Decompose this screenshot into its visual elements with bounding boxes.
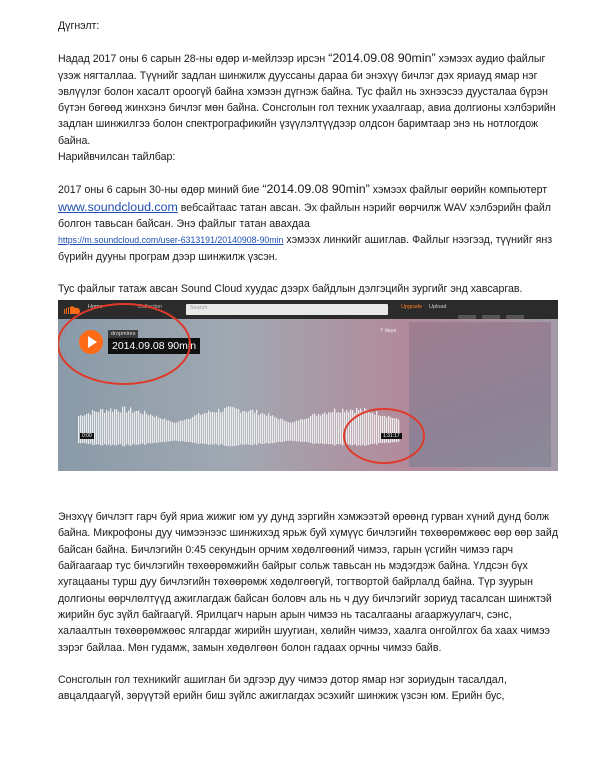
waveform-bar: [264, 414, 265, 443]
waveform-bar: [218, 409, 219, 446]
waveform-bar: [134, 412, 135, 445]
waveform-bar: [178, 422, 179, 442]
waveform-bar: [314, 414, 315, 444]
waveform-bar: [242, 411, 243, 445]
waveform-bar: [228, 406, 229, 446]
waveform-bar: [216, 412, 217, 444]
waveform-bar: [226, 407, 227, 446]
waveform-bar: [174, 423, 175, 441]
waveform-bar: [230, 407, 231, 447]
uploader-name: dropmires: [108, 330, 138, 338]
waveform-bar: [136, 411, 137, 445]
waveform-bar: [202, 414, 203, 444]
waveform-bar: [306, 419, 307, 443]
details-after: вебсайтаас татан авсан. Эх файлын нэрийг өөрчилж WAV хэлбэрийн файл болгон тавьсан байсан. Энэ файлыг татан авахдаа: [58, 201, 551, 230]
waveform-bar: [318, 414, 319, 444]
waveform-bar: [268, 413, 269, 444]
analysis-paragraph: Энэхүү бичлэгт гарч буй яриа жижиг юм уу дунд зэргийн хэмжээтэй өрөөнд гурван хүний дунд болж байна. Микрофоны дуу чимээнээс шинжихэд ярьж буй хүмүүс бичлэгийн төхөөрөмжөөс өөр өөр зайд байсан байна. Бичлэгийн 0:45 секундын орчим хөдөлгөөний чимээ, гарын үсгийн чимээ гарч байгаагаар тус бичлэгийн төхөөрөмжийн байрыг сольж тавьсан нь мэдэгдэж байна. Үлдсэн бүх хугацааны турш дуу бичлэгийн төхөөрөмж хөдөлгөөгүй, тогтвортой байрлалд байна. Түр зуурын долгионы өөрчлөлтүүд ажиглагдаж байсан боловч аль нь ч дуу бичлэгийг зориуд тасалсан шинжтэй жирийн бус зүйл байгаагүй. Ярилцагч нарын арын чимээ нь тасалгааны агааржуулагч, сэнс, халаалтын төхөөрөмжөөс ялгардаг жирийн шуугиан, хөлийн чимээ, хаалга онгойлгох ба хаах чимээ зэрэг байлаа. Мөн гудамж, замын хөдөлгөөн болон гадаах орчны чимээ байв.: [58, 511, 559, 654]
screenshot-caption: Тус файлыг татаж авсан Sound Cloud хуудас дээрх байдлын дэлгэцийн зургийг энд хавсаргав.: [58, 282, 523, 295]
waveform-bar: [120, 413, 121, 445]
waveform-bar: [248, 411, 249, 444]
waveform-bar: [300, 419, 301, 442]
waveform-bar: [334, 409, 335, 446]
waveform-bar: [324, 412, 325, 444]
waveform-bar: [354, 413, 355, 444]
waveform-bar: [328, 412, 329, 444]
waveform-bar: [372, 413, 373, 444]
waveform-bar: [350, 410, 351, 446]
waveform-bar: [122, 407, 123, 447]
waveform-bar: [274, 417, 275, 443]
waveform-bar: [302, 420, 303, 442]
upload-link: Upload: [429, 304, 447, 311]
waveform-bar: [340, 413, 341, 444]
waveform-bar: [276, 418, 277, 443]
waveform-bar: [160, 418, 161, 442]
waveform-bar: [246, 412, 247, 444]
waveform-bar: [292, 422, 293, 441]
waveform-bar: [252, 410, 253, 445]
waveform-bar: [84, 415, 85, 443]
details-mid: хэмээх файлыг өөрийн компьютерт: [369, 184, 548, 197]
waveform-bar: [370, 413, 371, 444]
waveform-bar: [220, 413, 221, 445]
waveform-bar: [164, 419, 165, 443]
waveform-bar: [204, 413, 205, 444]
waveform-bar: [234, 408, 235, 446]
waveform-bar: [156, 416, 157, 444]
waveform-bar: [344, 412, 345, 444]
waveform-bar: [170, 422, 171, 442]
waveform-bar: [316, 416, 317, 443]
waveform-bar: [214, 413, 215, 445]
waveform-bar: [110, 409, 111, 446]
waveform-bar: [278, 419, 279, 442]
waveform-bar: [142, 414, 143, 443]
waveform-bar: [288, 422, 289, 441]
waveform-bar: [102, 410, 103, 446]
waveform-bar: [360, 409, 361, 446]
waveform-bar: [236, 409, 237, 446]
waveform-bar: [260, 414, 261, 444]
greeting: Дүгнэлт:: [58, 20, 100, 32]
waveform-bar: [186, 419, 187, 442]
waveform-bar: [126, 412, 127, 444]
waveform-bar: [198, 413, 199, 444]
waveform-bar: [166, 420, 167, 441]
waveform-bar: [352, 410, 353, 445]
waveform-bar: [368, 411, 369, 446]
file-name-2: “2014.09.08 90min”: [262, 182, 370, 197]
waveform-bar: [296, 421, 297, 442]
waveform-bar: [114, 409, 115, 445]
waveform-bar: [100, 409, 101, 446]
waveform-bar: [240, 413, 241, 444]
waveform-bar: [140, 413, 141, 444]
waveform-bar: [154, 417, 155, 443]
waveform-bar: [94, 411, 95, 444]
waveform-bar: [176, 422, 177, 441]
waveform-bar: [132, 413, 133, 445]
waveform-bar: [146, 414, 147, 444]
waveform-bar: [222, 412, 223, 445]
cover-art: [409, 322, 551, 467]
waveform-bar: [182, 421, 183, 442]
waveform-bar: [196, 415, 197, 444]
waveform-bar: [244, 411, 245, 445]
details-end: хэмээх линкийг ашиглав. Файлыг нээгээд, түүнийг янз бүрийн дууны програм дээр шинжилж үзсэн.: [58, 234, 553, 263]
waveform-bar: [194, 416, 195, 444]
waveform-bar: [152, 416, 153, 443]
soundcloud-screenshot: [58, 300, 558, 471]
conclusion-intro: Надад 2017 оны 6 сарын 28-ны өдөр и-мейлээр ирсэн: [58, 53, 329, 66]
waveform-bar: [88, 413, 89, 444]
upgrade-link: Upgrade: [401, 304, 423, 311]
technique-paragraph: Сонсголын гол техникийг ашиглан би эдгээр дуу чимээ дотор ямар нэг зориудын тасалдал, авцалдаагүй, зөрүүтэй ерийн биш зүйлс ажиглагдах эсэхийг шинжиж үзсэн юм. Ерийн бус,: [58, 673, 507, 703]
waveform-bar: [310, 416, 311, 443]
document-page: [58, 18, 558, 704]
waveform-bar: [320, 416, 321, 444]
waveform-bar: [254, 413, 255, 444]
waveform-bar: [312, 414, 313, 443]
details-intro: 2017 оны 6 сарын 30-ны өдөр миний бие: [58, 184, 263, 197]
waveform-bar: [366, 410, 367, 446]
waveform-bar: [348, 412, 349, 444]
waveform-bar: [106, 410, 107, 445]
waveform-bar: [270, 416, 271, 443]
details-heading: Нарийвчилсан тайлбар:: [58, 151, 176, 164]
waveform-bar: [144, 411, 145, 445]
waveform: [58, 300, 403, 471]
waveform-bar: [172, 422, 173, 441]
nav-extra-items: [458, 306, 548, 312]
waveform-bar: [330, 413, 331, 445]
waveform-bar: [128, 411, 129, 446]
waveform-bar: [346, 410, 347, 445]
waveform-bar: [162, 420, 163, 442]
waveform-bar: [266, 416, 267, 443]
waveform-bar: [130, 408, 131, 447]
waveform-bar: [298, 421, 299, 442]
waveform-bar: [290, 423, 291, 441]
conclusion-body: хэмээх аудио файлыг үзэж нягталлаа. Түүнийг задлан шинжилж дуусcаны дараа би энэхүү бичлэг дэх яриаyд ямар нэг эвлүүлэг болон хасалт ороогүй байна хэмээн дүгнэж байна. Тус файл нь эхнээсээ дуусталаа бүрэн бүтэн бөгөөд жинхэнэ бичлэг мөн байна. Сонсголын гол техник ухаалгаар, авиа долгионы хэлбэрийн задлан шинжилгээ болон спектрографикийн үзүүлэлтүүдээр олдсон баримтаар энэ нь нотлогдож байна.: [58, 53, 556, 147]
waveform-bar: [212, 412, 213, 445]
waveform-bar: [150, 415, 151, 444]
waveform-bar: [308, 418, 309, 442]
waveform-bar: [256, 410, 257, 446]
waveform-bar: [356, 408, 357, 446]
waveform-bar: [322, 414, 323, 444]
waveform-bar: [168, 420, 169, 441]
nav-home: Home: [88, 304, 103, 311]
waveform-bar: [282, 419, 283, 442]
waveform-bar: [362, 411, 363, 444]
conclusion-paragraph: [58, 50, 558, 149]
waveform-bar: [238, 409, 239, 445]
time-start: 0:00: [82, 433, 92, 440]
search-placeholder: Search: [190, 305, 208, 312]
waveform-bar: [250, 410, 251, 445]
waveform-bar: [224, 408, 225, 446]
waveform-bar: [80, 415, 81, 443]
waveform-bar: [374, 415, 375, 444]
nav-collection: Collection: [138, 304, 163, 311]
details-paragraph: [58, 181, 558, 264]
waveform-bar: [86, 414, 87, 444]
waveform-bar: [378, 416, 379, 444]
waveform-bar: [116, 410, 117, 446]
waveform-bar: [192, 417, 193, 443]
track-title: 2014.09.08 90min: [108, 338, 200, 354]
waveform-bar: [376, 411, 377, 445]
waveform-bar: [112, 412, 113, 445]
waveform-bar: [158, 418, 159, 443]
waveform-bar: [124, 407, 125, 447]
waveform-bar: [342, 409, 343, 446]
soundcloud-link[interactable]: www.soundcloud.com: [58, 199, 178, 214]
waveform-bar: [336, 413, 337, 445]
waveform-bar: [98, 412, 99, 444]
waveform-bar: [138, 411, 139, 445]
waveform-bar: [358, 410, 359, 445]
waveform-bar: [280, 419, 281, 443]
waveform-bar: [272, 415, 273, 443]
posted-time: 7 days: [380, 328, 397, 335]
waveform-bar: [92, 410, 93, 445]
waveform-bar: [286, 422, 287, 441]
waveform-bar: [180, 421, 181, 442]
waveform-bar: [294, 422, 295, 442]
time-end: 1:31:17: [383, 433, 400, 440]
waveform-bar: [232, 407, 233, 446]
waveform-bar: [190, 419, 191, 443]
waveform-bar: [258, 415, 259, 443]
waveform-bar: [206, 413, 207, 444]
waveform-bar: [90, 415, 91, 444]
soundcloud-url-link[interactable]: https://m.soundcloud.com/user-6313191/20140908-90min: [58, 235, 284, 246]
waveform-bar: [284, 421, 285, 441]
waveform-bar: [262, 413, 263, 444]
waveform-bar: [184, 420, 185, 442]
file-name: “2014.09.08 90min”: [328, 51, 436, 66]
waveform-bar: [118, 412, 119, 445]
waveform-bar: [200, 415, 201, 443]
waveform-bar: [108, 412, 109, 445]
waveform-bar: [338, 412, 339, 444]
waveform-bar: [96, 412, 97, 445]
waveform-bar: [148, 415, 149, 443]
waveform-bar: [188, 419, 189, 442]
waveform-bar: [304, 419, 305, 442]
waveform-bar: [104, 413, 105, 444]
waveform-bar: [364, 408, 365, 446]
waveform-bar: [326, 414, 327, 443]
waveform-bar: [210, 412, 211, 444]
waveform-bar: [208, 411, 209, 446]
waveform-bar: [332, 412, 333, 444]
